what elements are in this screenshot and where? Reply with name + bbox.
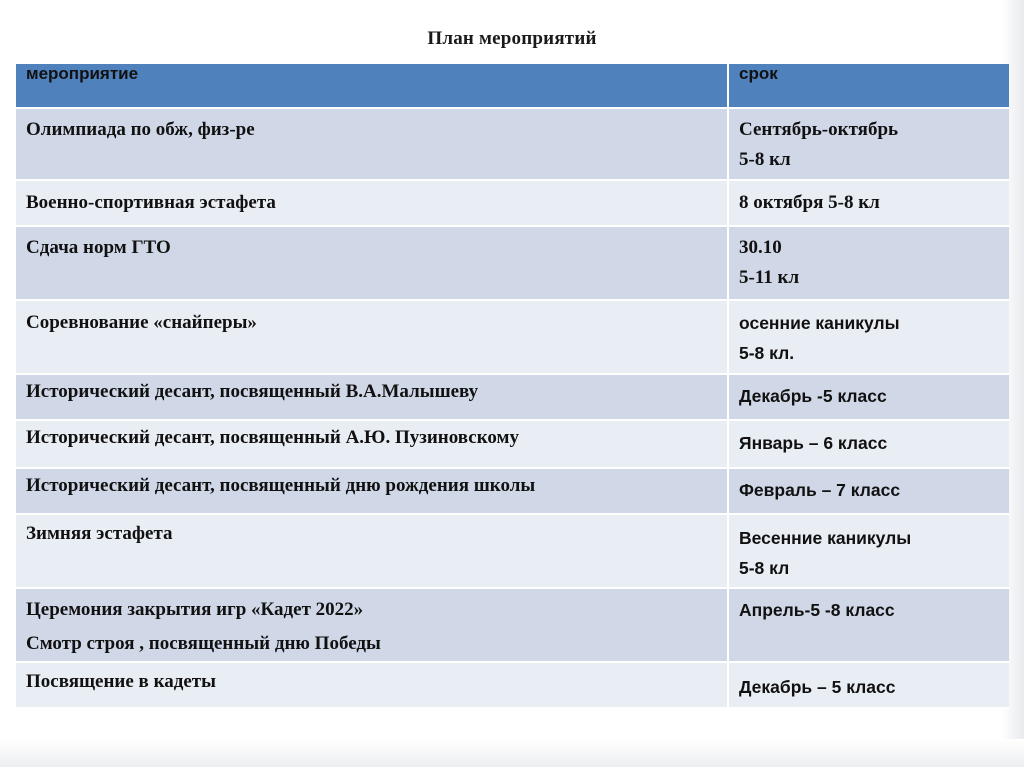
- table-row: [16, 420, 1009, 468]
- table-row: [16, 468, 1009, 514]
- table-row: [16, 226, 1009, 300]
- slide-edge-bottom: [0, 739, 1024, 767]
- table-row: [16, 300, 1009, 374]
- date-cell: Сентябрь-октябрь 5-8 кл: [739, 119, 899, 170]
- table-row: [16, 588, 1009, 662]
- date-cell: Декабрь -5 класс: [739, 386, 887, 406]
- event-cell: Исторический десант, посвященный дню рождения школы: [26, 475, 536, 496]
- date-cell: 8 октября 5-8 кл: [739, 192, 880, 213]
- date-cell: Весенние каникулы 5-8 кл: [739, 528, 912, 578]
- table-row: [16, 108, 1009, 180]
- page-title: План мероприятий: [427, 28, 597, 49]
- event-cell: Зимняя эстафета: [26, 523, 173, 544]
- date-cell: Апрель-5 -8 класс: [739, 600, 895, 620]
- event-cell: Соревнование «снайперы»: [26, 312, 257, 333]
- column-header-date: срок: [728, 64, 1009, 108]
- date-cell: Январь – 6 класс: [739, 433, 888, 453]
- column-header-event: мероприятие: [16, 64, 728, 108]
- event-cell: Церемония закрытия игр «Кадет 2022» Смотр строя , посвященный дню Победы: [26, 599, 381, 654]
- date-cell: осенние каникулы 5-8 кл.: [739, 313, 900, 363]
- table-row: [16, 662, 1009, 708]
- event-cell: Военно-спортивная эстафета: [26, 192, 276, 213]
- table-row: [16, 180, 1009, 226]
- table-row: [16, 374, 1009, 420]
- event-cell: Исторический десант, посвященный А.Ю. Пузиновскому: [26, 427, 519, 448]
- date-cell: 30.10 5-11 кл: [739, 237, 800, 288]
- event-cell: Сдача норм ГТО: [26, 237, 171, 258]
- table-row: [16, 514, 1009, 588]
- event-cell: Олимпиада по обж, физ-ре: [26, 119, 255, 140]
- events-table: [16, 64, 1009, 709]
- date-cell: Февраль – 7 класс: [739, 480, 901, 500]
- table-header-row: [16, 64, 1009, 108]
- date-cell: Декабрь – 5 класс: [739, 677, 896, 697]
- event-cell: Посвящение в кадеты: [26, 671, 216, 692]
- event-cell: Исторический десант, посвященный В.А.Малышеву: [26, 381, 479, 402]
